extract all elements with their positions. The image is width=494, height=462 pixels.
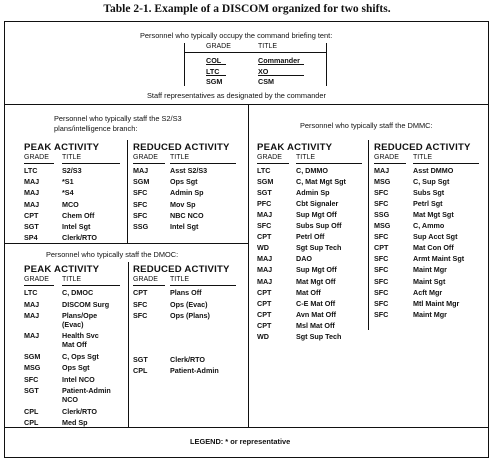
dmoc-peak-grade-rule xyxy=(24,285,54,286)
title-cell: Mat Off xyxy=(296,287,321,297)
grade-cell: CPT xyxy=(374,243,389,253)
grade-cell: SFC xyxy=(374,199,389,209)
grade-cell: SFC xyxy=(133,199,148,209)
grade-cell: SFC xyxy=(374,265,389,275)
title-cell: Clerk/RTO xyxy=(170,355,206,364)
dmmc-peak-header: PEAK ACTIVITY xyxy=(257,142,333,153)
title-cell: C, Sup Sgt xyxy=(413,177,450,187)
grade-cell: CPT xyxy=(24,210,39,220)
title-cell: Intel Sgt xyxy=(62,222,91,231)
grade-cell: MAJ xyxy=(24,177,40,187)
title-cell: Sup Acct Sgt xyxy=(413,232,458,242)
grade-cell: SFC xyxy=(374,276,389,286)
grade-cell: CPT xyxy=(257,298,272,308)
title-cell: Mov Sp xyxy=(170,199,196,209)
command-grade-cell: COL xyxy=(206,56,222,65)
title-cell: Admin Sp xyxy=(296,188,330,198)
command-title-header: TITLE xyxy=(258,43,278,50)
title-cell: Maint Mgr xyxy=(413,265,447,275)
dmoc-column-divider xyxy=(128,262,129,427)
title-cell: Sgt Sup Tech xyxy=(296,331,342,341)
grade-cell: MAJ xyxy=(133,166,149,175)
dmoc-reduced-grade-rule xyxy=(133,285,165,286)
grade-cell: SFC xyxy=(374,298,389,308)
grade-cell: CPL xyxy=(24,406,39,416)
command-grade-underline xyxy=(206,64,226,65)
title-cell: Plans/Ope xyxy=(62,311,98,321)
title-cell: Clerk/RTO xyxy=(62,406,98,416)
title-cell: Mtl Maint Mgr xyxy=(413,298,460,308)
grade-cell: CPT xyxy=(257,309,272,319)
grade-cell: LTC xyxy=(24,288,38,297)
grade-cell: MSG xyxy=(374,221,391,231)
grade-cell: SFC xyxy=(374,309,389,319)
grade-cell: SFC xyxy=(133,299,148,309)
grade-cell: SGM xyxy=(133,177,150,187)
command-title-cell: XO xyxy=(258,66,269,76)
title-cell: Mat Con Off xyxy=(413,243,454,253)
dmoc-reduced-title-header: TITLE xyxy=(170,276,190,283)
command-left-bracket xyxy=(184,43,185,86)
title-cell: Patient-Admin xyxy=(62,386,111,396)
title-cell: S2/S3 xyxy=(62,166,82,175)
table-title: Table 2-1. Example of a DISCOM organized for two shifts. xyxy=(103,3,391,15)
legend-divider xyxy=(4,427,489,428)
title-cell: Asst S2/S3 xyxy=(170,166,208,175)
grade-cell: SGT xyxy=(24,222,39,231)
grade-cell: MAJ xyxy=(24,299,40,309)
grade-cell: WD xyxy=(257,243,269,253)
title-cell: Subs Sup Off xyxy=(296,221,342,231)
title-cell: Ops Sgt xyxy=(62,363,90,373)
command-right-bracket xyxy=(326,43,327,86)
staff-note: Staff representatives as designated by the commander xyxy=(147,91,326,100)
title-cell: Maint Mgr xyxy=(413,309,447,319)
s2s3-column-divider xyxy=(127,140,128,243)
dmoc-peak-title-header: TITLE xyxy=(62,276,82,283)
grade-cell: SFC xyxy=(133,188,148,198)
title-cell: Sup Mgt Off xyxy=(296,210,337,220)
s2s3-intro-1: Personnel who typically staff the S2/S3 xyxy=(54,114,182,123)
grade-cell: SFC xyxy=(133,210,148,220)
grade-cell: LTC xyxy=(24,166,38,175)
grade-cell: SSG xyxy=(133,222,149,231)
command-grade-header: GRADE xyxy=(206,43,231,50)
grade-cell: MAJ xyxy=(257,210,273,220)
dmoc-peak-header: PEAK ACTIVITY xyxy=(24,264,100,275)
command-title-cell: CSM xyxy=(258,77,274,86)
grade-cell: SFC xyxy=(374,287,389,297)
grade-cell: SFC xyxy=(24,374,39,384)
dmmc-reduced-title-header: TITLE xyxy=(413,154,433,161)
grade-cell: SFC xyxy=(374,254,389,264)
command-grade-cell: LTC xyxy=(206,66,220,76)
dmoc-peak-title-rule xyxy=(62,285,120,286)
title-cell: C-E Mat Off xyxy=(296,298,336,308)
command-grade-underline xyxy=(206,75,226,76)
dmoc-reduced-title-rule xyxy=(170,285,236,286)
grade-cell: MSG xyxy=(374,177,391,187)
command-tent-intro: Personnel who typically occupy the command briefing tent: xyxy=(140,31,333,40)
title-cell: Admin Sp xyxy=(170,188,204,198)
s2s3-reduced-grade-rule xyxy=(133,163,165,164)
grade-cell: SGM xyxy=(24,351,41,361)
title-cell-continued: NCO xyxy=(62,395,78,405)
title-cell: Intel Sgt xyxy=(170,222,199,231)
title-cell: *S1 xyxy=(62,177,74,187)
dmmc-intro: Personnel who typically staff the DMMC: xyxy=(300,121,433,130)
title-cell: Med Sp xyxy=(62,418,88,428)
center-divider xyxy=(248,104,249,427)
title-cell: Mat Mgt Sgt xyxy=(413,210,454,220)
s2s3-dmoc-divider xyxy=(4,243,248,244)
title-cell: C, Ammo xyxy=(413,221,445,231)
title-cell: Msl Mat Off xyxy=(296,320,335,330)
grade-cell: CPT xyxy=(133,288,148,297)
dmmc-reduced-grade-rule xyxy=(374,163,406,164)
grade-cell: MAJ xyxy=(257,254,273,264)
grade-cell: SGT xyxy=(257,188,272,198)
title-cell: C, Ops Sgt xyxy=(62,351,99,361)
grade-cell: MSG xyxy=(24,363,41,373)
dmmc-reduced-header: REDUCED ACTIVITY xyxy=(374,142,471,153)
legend: LEGEND: * or representative xyxy=(190,437,291,446)
title-cell: Sup Mgt Off xyxy=(296,265,337,275)
s2s3-peak-grade-header: GRADE xyxy=(24,154,49,161)
command-header-rule xyxy=(184,52,326,53)
title-cell: Ops (Plans) xyxy=(170,311,210,321)
title-cell: Asst DMMO xyxy=(413,166,454,175)
title-cell: NBC NCO xyxy=(170,210,204,220)
title-cell: DAO xyxy=(296,254,312,264)
grade-cell: WD xyxy=(257,331,269,341)
grade-cell: SFC xyxy=(257,221,272,231)
title-cell: Ops (Evac) xyxy=(170,299,208,309)
grade-cell: MAJ xyxy=(257,265,273,275)
grade-cell: SSG xyxy=(374,210,390,220)
grade-cell: CPL xyxy=(133,366,148,375)
title-cell: Ops Sgt xyxy=(170,177,198,187)
title-cell: Subs Sgt xyxy=(413,188,445,198)
grade-cell: CPT xyxy=(257,232,272,242)
dmmc-column-divider xyxy=(368,140,369,330)
title-cell: C, DMMO xyxy=(296,166,328,175)
title-cell: Intel NCO xyxy=(62,374,95,384)
grade-cell: LTC xyxy=(257,166,271,175)
title-cell: Armt Maint Sgt xyxy=(413,254,465,264)
title-cell: *S4 xyxy=(62,188,74,198)
title-cell: Maint Sgt xyxy=(413,276,446,286)
title-cell: Health Svc xyxy=(62,331,99,341)
s2s3-reduced-grade-header: GRADE xyxy=(133,154,158,161)
command-title-underline xyxy=(258,75,304,76)
s2s3-reduced-header: REDUCED ACTIVITY xyxy=(133,142,230,153)
grade-cell: MAJ xyxy=(257,276,273,286)
title-cell: Mat Mgt Off xyxy=(296,276,336,286)
dmmc-peak-grade-rule xyxy=(257,163,289,164)
s2s3-intro-2: plans/intelligence branch: xyxy=(54,124,138,133)
s2s3-peak-title-rule xyxy=(62,163,120,164)
dmmc-peak-title-rule xyxy=(296,163,362,164)
grade-cell: CPT xyxy=(257,287,272,297)
title-cell: MCO xyxy=(62,199,79,209)
grade-cell: SFC xyxy=(374,188,389,198)
title-cell: DISCOM Surg xyxy=(62,299,110,309)
title-cell: C, Mat Mgt Sgt xyxy=(296,177,346,187)
s2s3-peak-grade-rule xyxy=(24,163,54,164)
grade-cell: SGT xyxy=(133,355,148,364)
command-grade-cell: SGM xyxy=(206,77,223,86)
title-cell: Chem Off xyxy=(62,210,95,220)
grade-cell: MAJ xyxy=(24,311,40,321)
grade-cell: SFC xyxy=(133,311,148,321)
title-cell: Clerk/RTO xyxy=(62,233,98,243)
grade-cell: SGM xyxy=(257,177,274,187)
title-cell: Petrl Off xyxy=(296,232,325,242)
title-cell: Patient-Admin xyxy=(170,366,219,375)
title-cell: C, DMOC xyxy=(62,288,94,297)
s2s3-reduced-title-header: TITLE xyxy=(170,154,190,161)
grade-cell: SP4 xyxy=(24,233,38,243)
title-cell: Cbt Signaler xyxy=(296,199,339,209)
title-cell: Avn Mat Off xyxy=(296,309,337,319)
dmoc-reduced-grade-header: GRADE xyxy=(133,276,158,283)
dmmc-peak-title-header: TITLE xyxy=(296,154,316,161)
dmmc-peak-grade-header: GRADE xyxy=(257,154,282,161)
grade-cell: MAJ xyxy=(24,188,40,198)
s2s3-peak-header: PEAK ACTIVITY xyxy=(24,142,100,153)
s2s3-peak-title-header: TITLE xyxy=(62,154,82,161)
grade-cell: SGT xyxy=(24,386,39,396)
title-cell-continued: Mat Off xyxy=(62,340,87,350)
dmmc-reduced-title-rule xyxy=(413,163,479,164)
section-divider xyxy=(4,104,489,105)
s2s3-reduced-title-rule xyxy=(170,163,236,164)
grade-cell: CPL xyxy=(24,418,39,428)
grade-cell: PFC xyxy=(257,199,272,209)
command-title-cell: Commander xyxy=(258,56,300,65)
command-title-underline xyxy=(258,64,304,65)
dmoc-reduced-header: REDUCED ACTIVITY xyxy=(133,264,230,275)
title-cell-continued: (Evac) xyxy=(62,320,84,330)
title-cell: Plans Off xyxy=(170,288,202,297)
dmoc-intro: Personnel who typically staff the DMOC: xyxy=(46,250,179,259)
title-cell: Acft Mgr xyxy=(413,287,443,297)
grade-cell: MAJ xyxy=(24,199,40,209)
grade-cell: CPT xyxy=(257,320,272,330)
grade-cell: MAJ xyxy=(24,331,40,341)
title-cell: Petrl Sgt xyxy=(413,199,443,209)
dmoc-peak-grade-header: GRADE xyxy=(24,276,49,283)
dmmc-reduced-grade-header: GRADE xyxy=(374,154,399,161)
grade-cell: MAJ xyxy=(374,166,390,175)
title-cell: Sgt Sup Tech xyxy=(296,243,342,253)
grade-cell: SFC xyxy=(374,232,389,242)
